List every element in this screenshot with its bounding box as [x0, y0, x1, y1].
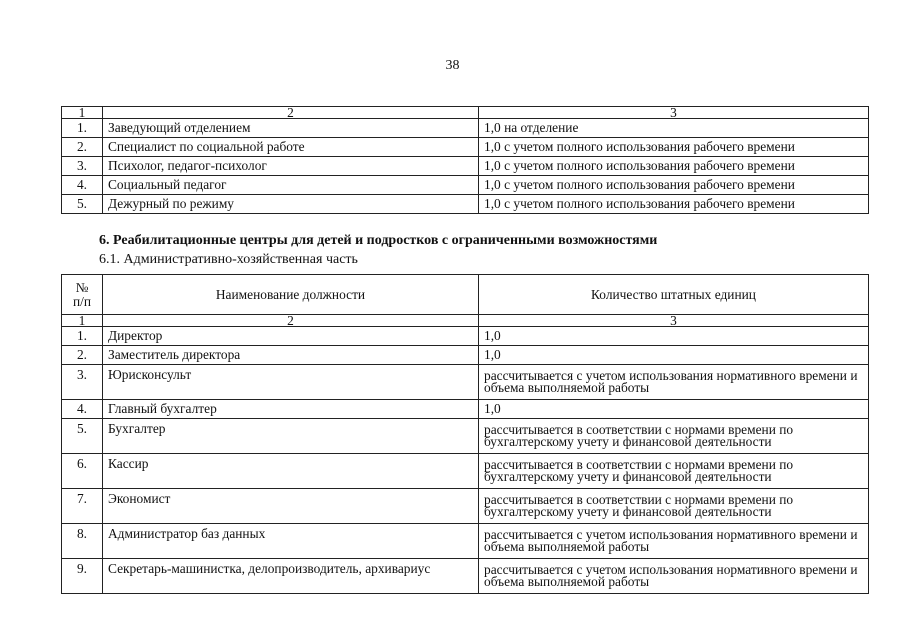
position-name: Социальный педагог — [103, 176, 479, 195]
staff-quantity: рассчитывается с учетом использования нормативного времени и объема выполняемой работы — [479, 559, 869, 594]
staff-quantity: 1,0 — [479, 400, 869, 419]
staff-quantity: рассчитывается в соответствии с нормами времени по бухгалтерскому учету и финансовой деятельности — [479, 419, 869, 454]
staff-quantity: 1,0 — [479, 346, 869, 365]
table-row — [62, 454, 869, 489]
row-number: 1. — [62, 327, 103, 346]
column-header-position: Наименование должности — [103, 275, 479, 315]
table-header — [62, 275, 869, 315]
row-number: 7. — [62, 489, 103, 524]
position-name: Главный бухгалтер — [103, 400, 479, 419]
table-row — [62, 489, 869, 524]
position-name: Директор — [103, 327, 479, 346]
table-column-numbers — [62, 315, 869, 327]
table-row — [62, 365, 869, 400]
column-number: 2 — [103, 107, 479, 119]
staff-quantity: 1,0 с учетом полного использования рабочего времени — [479, 176, 869, 195]
table-row — [62, 524, 869, 559]
table-row — [62, 400, 869, 419]
column-header-number-line2: п/п — [72, 293, 92, 309]
row-number: 5. — [62, 195, 103, 214]
staff-quantity: рассчитывается с учетом использования нормативного времени и объема выполняемой работы — [479, 524, 869, 559]
section-title: 6. Реабилитационные центры для детей и подростков с ограниченными возможностями — [99, 233, 658, 248]
staff-quantity: 1,0 — [479, 327, 869, 346]
table-column-numbers — [62, 107, 869, 119]
row-number: 4. — [62, 176, 103, 195]
row-number: 2. — [62, 138, 103, 157]
column-header-number — [62, 275, 103, 315]
row-number: 9. — [62, 559, 103, 594]
position-name: Заведующий отделением — [103, 119, 479, 138]
position-name: Заместитель директора — [103, 346, 479, 365]
position-name: Психолог, педагог-психолог — [103, 157, 479, 176]
column-number: 1 — [62, 107, 103, 119]
row-number: 6. — [62, 454, 103, 489]
position-name: Кассир — [103, 454, 479, 489]
table-row — [62, 176, 869, 195]
staff-quantity: рассчитывается в соответствии с нормами времени по бухгалтерскому учету и финансовой деятельности — [479, 454, 869, 489]
table-row — [62, 346, 869, 365]
column-number: 2 — [103, 315, 479, 327]
table-row — [62, 327, 869, 346]
table-row — [62, 119, 869, 138]
position-name: Бухгалтер — [103, 419, 479, 454]
position-name: Юрисконсульт — [103, 365, 479, 400]
row-number: 5. — [62, 419, 103, 454]
staff-quantity: 1,0 с учетом полного использования рабочего времени — [479, 157, 869, 176]
staff-quantity: 1,0 на отделение — [479, 119, 869, 138]
staff-quantity: 1,0 с учетом полного использования рабочего времени — [479, 195, 869, 214]
position-name: Секретарь-машинистка, делопроизводитель, архивариус — [103, 559, 479, 594]
column-number: 1 — [62, 315, 103, 327]
row-number: 2. — [62, 346, 103, 365]
staff-quantity: 1,0 с учетом полного использования рабочего времени — [479, 138, 869, 157]
staff-table-administrative — [61, 274, 869, 594]
column-number: 3 — [479, 107, 869, 119]
position-name: Экономист — [103, 489, 479, 524]
position-name: Специалист по социальной работе — [103, 138, 479, 157]
position-name: Дежурный по режиму — [103, 195, 479, 214]
position-name: Администратор баз данных — [103, 524, 479, 559]
row-number: 3. — [62, 157, 103, 176]
table-row — [62, 419, 869, 454]
staff-quantity: рассчитывается с учетом использования нормативного времени и объема выполняемой работы — [479, 365, 869, 400]
staff-quantity: рассчитывается в соответствии с нормами времени по бухгалтерскому учету и финансовой деятельности — [479, 489, 869, 524]
row-number: 3. — [62, 365, 103, 400]
column-header-quantity: Количество штатных единиц — [479, 275, 869, 315]
row-number: 1. — [62, 119, 103, 138]
table-row — [62, 559, 869, 594]
staff-table-continued — [61, 106, 869, 214]
table-row — [62, 157, 869, 176]
table-row — [62, 138, 869, 157]
column-number: 3 — [479, 315, 869, 327]
row-number: 4. — [62, 400, 103, 419]
row-number: 8. — [62, 524, 103, 559]
subsection-title: 6.1. Административно-хозяйственная часть — [99, 252, 358, 267]
page-number: 38 — [445, 58, 460, 73]
column-header-number-line1: № — [75, 279, 89, 295]
table-row — [62, 195, 869, 214]
